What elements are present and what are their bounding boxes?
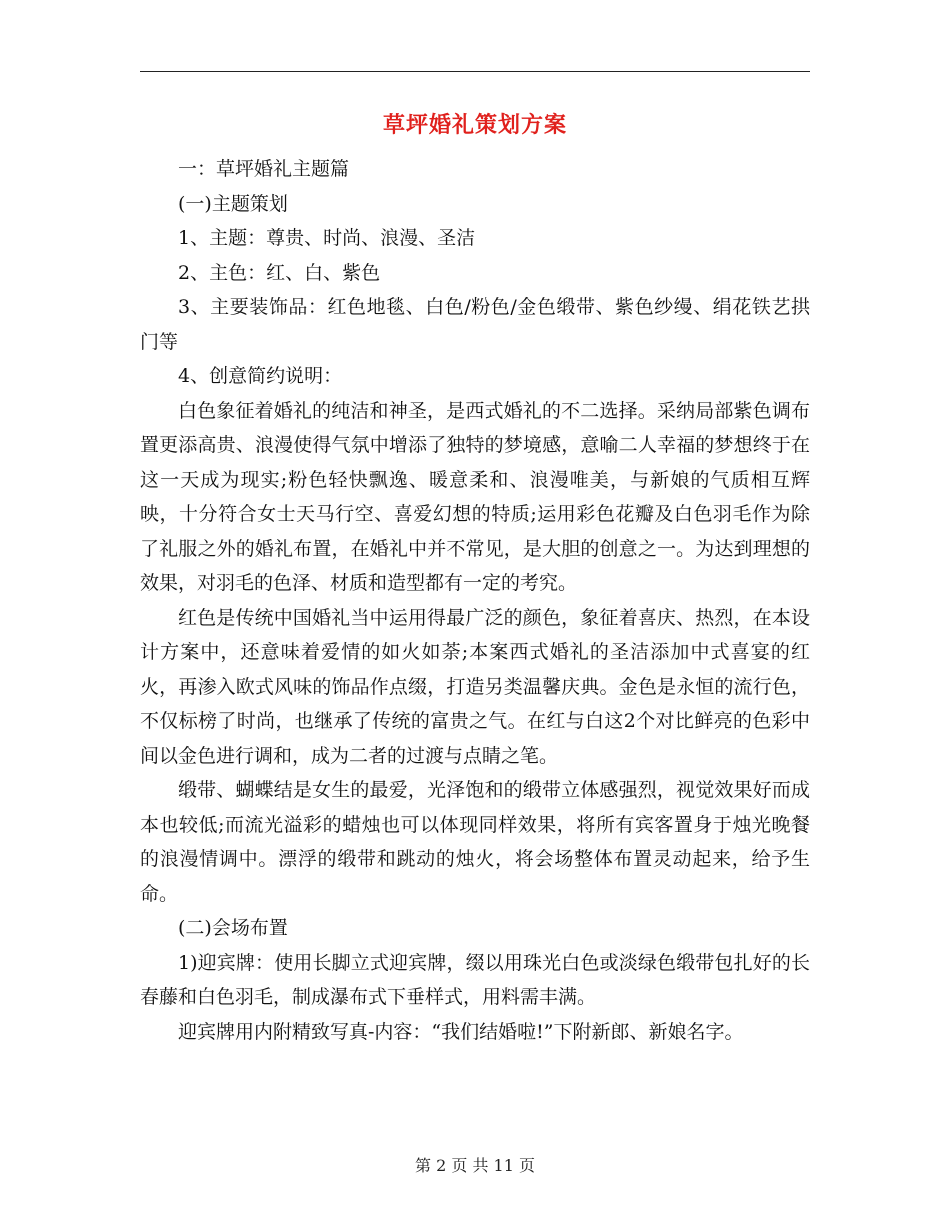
list-item: 4、创意简约说明： bbox=[178, 365, 343, 387]
list-item: 1)迎宾牌：使用长脚立式迎宾牌，缀以用珠光白色或淡绿色缎带包扎好的长春藤和白色羽毛，制成瀑布式下垂样式，用料需丰满。 bbox=[140, 951, 810, 1008]
page-number: 第 2 页 共 11 页 bbox=[415, 1156, 535, 1175]
subsection-heading: (二)会场布置 bbox=[178, 917, 288, 939]
list-item: 3、主要装饰品：红色地毯、白色/粉色/金色缎带、紫色纱缦、绢花铁艺拱门等 bbox=[140, 296, 810, 353]
document-title: 草坪婚礼策划方案 bbox=[382, 112, 567, 138]
body-paragraph: 缎带、蝴蝶结是女生的最爱，光泽饱和的缎带立体感强烈，视觉效果好而成本也较低;而流光溢彩的蜡烛也可以体现同样效果，将所有宾客置身于烛光晚餐的浪漫情调中。漂浮的缎带和跳动的烛火，将会场整体布置灵动起来，给予生命。 bbox=[140, 779, 810, 905]
section-heading: 一：草坪婚礼主题篇 bbox=[178, 158, 350, 180]
body-paragraph: 白色象征着婚礼的纯洁和神圣，是西式婚礼的不二选择。采纳局部紫色调布置更添高贵、浪漫使得气氛中增添了独特的梦境感，意喻二人幸福的梦想终于在这一天成为现实;粉色轻快飘逸、暖意柔和、浪漫唯美，与新娘的气质相互辉映，十分符合女士天马行空、喜爱幻想的特质;运用彩色花瓣及白色羽毛作为除了礼服之外的婚礼布置，在婚礼中并不常见，是大胆的创意之一。为达到理想的效果，对羽毛的色泽、材质和造型都有一定的考究。 bbox=[140, 399, 810, 594]
list-item: 2、主色：红、白、紫色 bbox=[178, 261, 381, 284]
body-paragraph: 迎宾牌用内附精致写真-内容：“我们结婚啦!”下附新郎、新娘名字。 bbox=[178, 1020, 744, 1043]
header-rule bbox=[140, 71, 810, 72]
subsection-heading: (一)主题策划 bbox=[178, 192, 288, 215]
body-paragraph: 红色是传统中国婚礼当中运用得最广泛的颜色，象征着喜庆、热烈，在本设计方案中，还意味着爱情的如火如荼;本案西式婚礼的圣洁添加中式喜宴的红火，再渗入欧式风味的饰品作点缀，打造另类温馨庆典。金色是永恒的流行色，不仅标榜了时尚，也继承了传统的富贵之气。在红与白这2个对比鲜亮的色彩中间以金色进行调和，成为二者的过渡与点睛之笔。 bbox=[140, 606, 810, 767]
document-body bbox=[140, 152, 810, 1049]
list-item: 1、主题：尊贵、时尚、浪漫、圣洁 bbox=[178, 227, 476, 249]
